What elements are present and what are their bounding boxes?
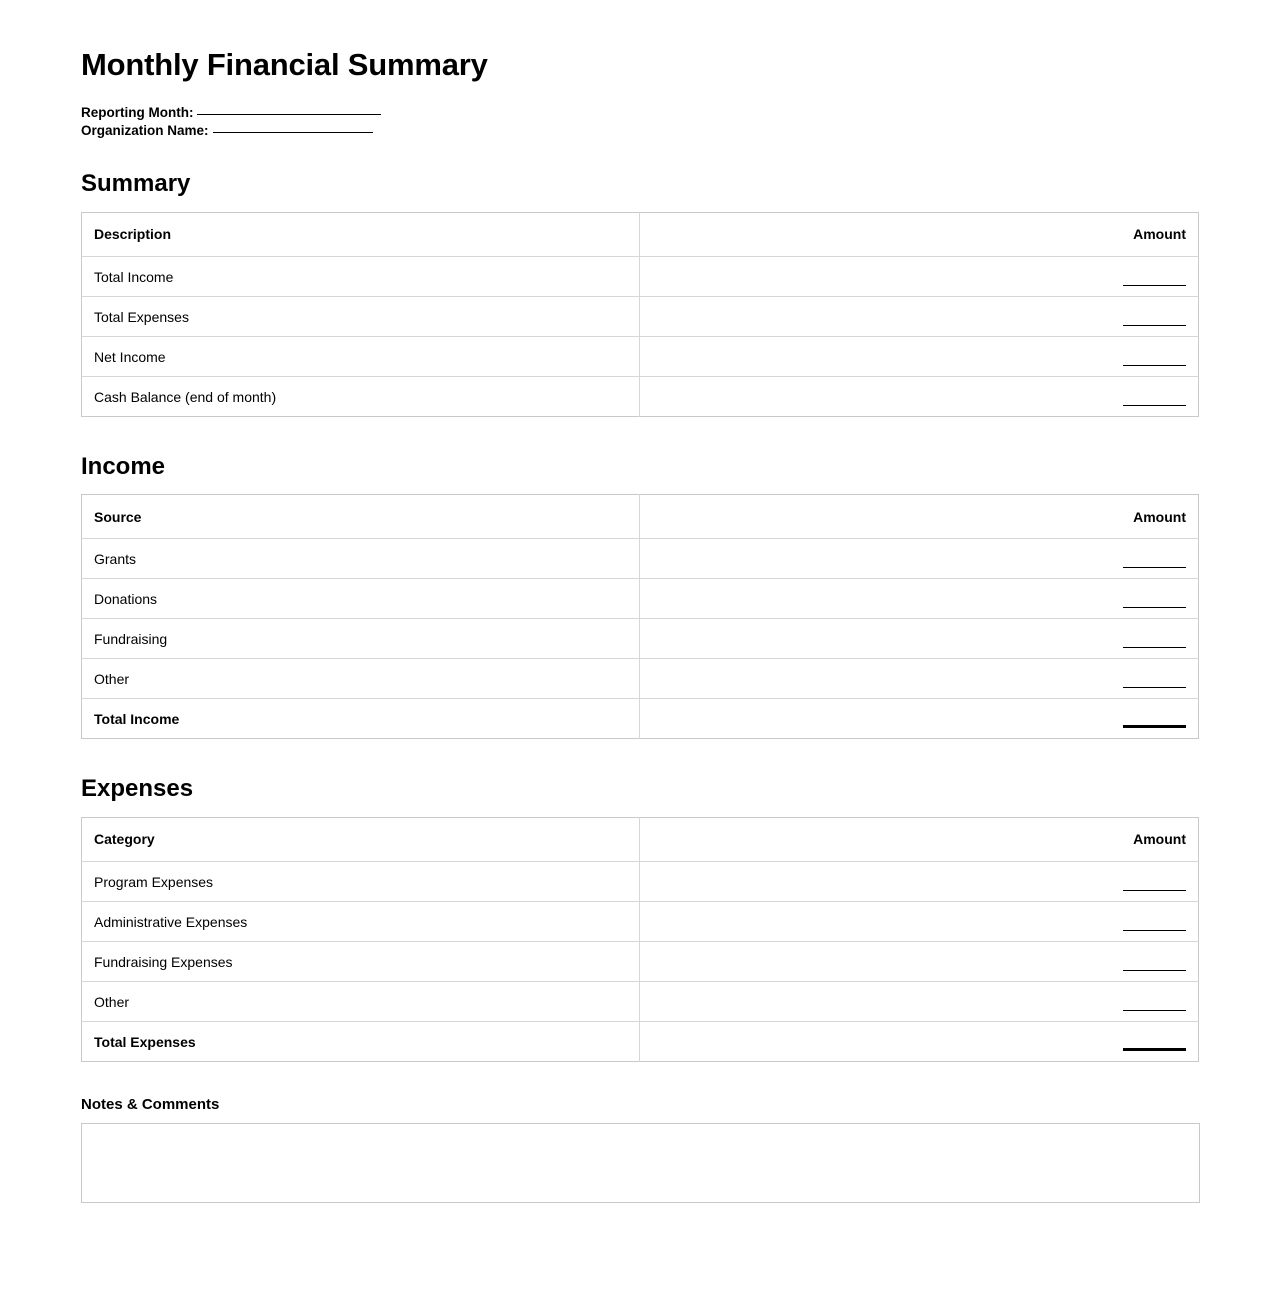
amount-input[interactable] <box>1123 676 1186 688</box>
income-table <box>81 494 1199 739</box>
row-label: Cash Balance (end of month) <box>82 376 640 416</box>
table-total-row <box>82 1021 1199 1061</box>
row-label: Net Income <box>82 336 640 376</box>
row-label: Total Expenses <box>82 1021 640 1061</box>
table-row <box>82 256 1199 296</box>
summary-section-heading: Summary <box>81 170 191 198</box>
amount-input[interactable] <box>1123 636 1186 648</box>
summary-column-amount: Amount <box>640 212 1199 256</box>
document-meta-fields <box>81 104 1198 140</box>
row-label: Other <box>82 981 640 1021</box>
organization-name-field[interactable] <box>81 122 1198 140</box>
table-row <box>82 659 1199 699</box>
amount-input[interactable] <box>1123 714 1186 728</box>
table-header-row <box>82 212 1199 256</box>
table-row <box>82 539 1199 579</box>
organization-name-label: Organization Name: <box>81 123 209 139</box>
row-amount-cell[interactable] <box>640 901 1199 941</box>
reporting-month-input[interactable] <box>197 114 381 115</box>
notes-section-heading: Notes & Comments <box>81 1095 220 1113</box>
income-section-heading: Income <box>81 452 166 480</box>
table-total-row <box>82 699 1199 739</box>
row-label: Administrative Expenses <box>82 901 640 941</box>
amount-input[interactable] <box>1123 1037 1186 1051</box>
notes-textarea[interactable] <box>81 1123 1200 1203</box>
amount-input[interactable] <box>1123 354 1186 366</box>
amount-input[interactable] <box>1123 314 1186 326</box>
organization-name-input[interactable] <box>213 132 373 133</box>
summary-column-description: Description <box>82 212 640 256</box>
table-row <box>82 901 1199 941</box>
row-amount-cell[interactable] <box>640 861 1199 901</box>
row-amount-cell[interactable] <box>640 659 1199 699</box>
row-amount-cell[interactable] <box>640 981 1199 1021</box>
table-row <box>82 579 1199 619</box>
expenses-column-amount: Amount <box>640 817 1199 861</box>
amount-input[interactable] <box>1123 274 1186 286</box>
page-title: Monthly Financial Summary <box>81 47 488 82</box>
expenses-column-category: Category <box>82 817 640 861</box>
row-amount-cell[interactable] <box>640 539 1199 579</box>
row-label: Total Income <box>82 699 640 739</box>
amount-input[interactable] <box>1123 999 1186 1011</box>
expenses-table <box>81 817 1199 1062</box>
row-amount-cell[interactable] <box>640 579 1199 619</box>
row-label: Donations <box>82 579 640 619</box>
table-row <box>82 861 1199 901</box>
table-row <box>82 376 1199 416</box>
table-row <box>82 296 1199 336</box>
summary-table <box>81 212 1199 417</box>
row-label: Fundraising <box>82 619 640 659</box>
table-header-row <box>82 817 1199 861</box>
amount-input[interactable] <box>1123 394 1186 406</box>
table-row <box>82 941 1199 981</box>
table-row <box>82 981 1199 1021</box>
table-header-row <box>82 495 1199 539</box>
row-amount-cell[interactable] <box>640 256 1199 296</box>
row-amount-cell[interactable] <box>640 941 1199 981</box>
expenses-section-heading: Expenses <box>81 775 194 803</box>
table-row <box>82 619 1199 659</box>
row-label: Grants <box>82 539 640 579</box>
row-amount-cell[interactable] <box>640 619 1199 659</box>
row-label: Fundraising Expenses <box>82 941 640 981</box>
amount-input[interactable] <box>1123 879 1186 891</box>
row-label: Total Income <box>82 256 640 296</box>
amount-input[interactable] <box>1123 596 1186 608</box>
row-amount-cell[interactable] <box>640 376 1199 416</box>
row-amount-cell[interactable] <box>640 1021 1199 1061</box>
amount-input[interactable] <box>1123 919 1186 931</box>
reporting-month-label: Reporting Month: <box>81 105 194 121</box>
row-amount-cell[interactable] <box>640 336 1199 376</box>
row-amount-cell[interactable] <box>640 296 1199 336</box>
reporting-month-field[interactable] <box>81 104 1198 122</box>
row-label: Other <box>82 659 640 699</box>
table-row <box>82 336 1199 376</box>
row-label: Total Expenses <box>82 296 640 336</box>
income-column-source: Source <box>82 495 640 539</box>
amount-input[interactable] <box>1123 556 1186 568</box>
amount-input[interactable] <box>1123 959 1186 971</box>
row-label: Program Expenses <box>82 861 640 901</box>
income-column-amount: Amount <box>640 495 1199 539</box>
row-amount-cell[interactable] <box>640 699 1199 739</box>
